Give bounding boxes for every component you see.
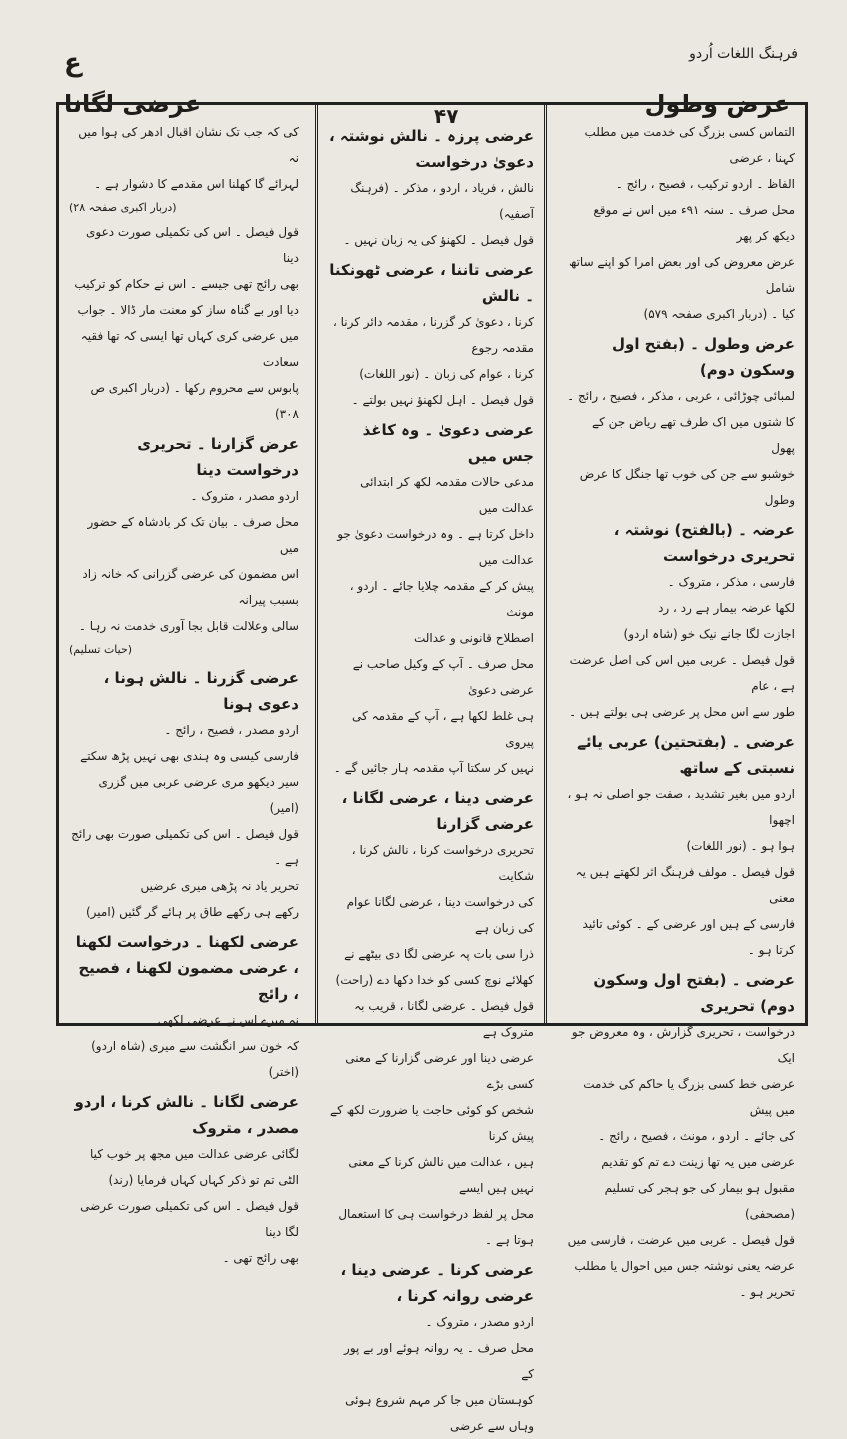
text-line: الفاظ ۔ اردو ترکیب ، فصیح ، رائج ۔	[615, 177, 795, 191]
page-number: ۴۷	[434, 104, 459, 128]
citation-line: (حیات تسلیم)	[69, 643, 133, 656]
text-line: کی درخواست دینا ، عرضی لگانا عوام کی زبان ہے	[346, 895, 534, 935]
entry-headword-line: عرضی گزرنا ۔ نالش ہونا ، دعوی ہونا	[103, 669, 299, 713]
text-line: عرضی خط کسی بزرگ یا حاکم کی خدمت میں پیش	[583, 1077, 795, 1117]
entry-headword-line: عرضی ۔ (بفتح اول وسکون دوم) تحریری	[593, 971, 795, 1015]
text-line: عرضہ یعنی نوشتہ جس میں احوال یا مطلب	[574, 1259, 795, 1273]
text-line: پابوس سے محروم رکھا ۔ (دربار اکبری ص ۳۰۸)	[90, 381, 299, 421]
text-line: قول فیصل ۔ لکھنؤ کی یہ زبان نہیں ۔	[343, 233, 534, 247]
text-line: طور سے اس محل پر عرضی ہی بولتے ہیں ۔	[569, 705, 795, 719]
entry-headword-line: عرض وطول ۔ (بفتح اول وسکون دوم)	[611, 335, 795, 379]
text-line: پیش کر کے مقدمہ چلایا جائے ۔ اردو ، مونث	[349, 579, 534, 619]
text-line: التماس کسی بزرگ کی خدمت میں مطلب کہنا ، عرضی	[584, 125, 795, 165]
text-line: اردو مصدر ، فصیح ، رائج ۔	[164, 723, 299, 737]
text-line: قول فیصل ۔ مولف فرہنگ اثر لکھتے ہیں یہ معنی	[575, 865, 795, 905]
text-line: عرضی میں یہ تھا زینت دے تم کو تقدیم	[601, 1155, 795, 1169]
entry-headword-line: عرضی دینا ، عرضی لگانا ، عرضی گزارنا	[341, 789, 534, 833]
text-line: قول فیصل ۔ اس کی تکمیلی صورت عرضی لگا دینا	[80, 1199, 299, 1239]
entry-headword-line: عرضی لگانا ۔ نالش کرنا ، اردو مصدر ، متروک	[74, 1093, 299, 1137]
entry-headword-line: عرضی دعویٰ ۔ وہ کاغذ جس میں	[362, 421, 534, 465]
entry-headword-line: عرضی پرزہ ۔ نالش نوشتہ ، دعویٰ درخواست	[328, 127, 534, 171]
text-line: رکھے ہی رکھے طاق پر ہائے گر گئیں (امیر)	[85, 905, 299, 919]
text-line: لگائی عرضی عدالت میں مجھ پر خوب کیا	[90, 1147, 299, 1161]
text-line: قول فیصل ۔ عربی میں عرضت ، فارسی میں	[567, 1233, 795, 1247]
text-line: تحریری درخواست کرنا ، نالش کرنا ، شکایت	[351, 843, 534, 883]
text-line: ہوا ہو ۔ (نور اللغات)	[686, 839, 795, 853]
column-middle	[315, 105, 547, 1433]
text-line: قول فیصل ۔ اہل لکھنؤ نہیں بولتے ۔	[351, 393, 534, 407]
text-line: اردو میں بغیر تشدید ، صفت جو اصلی نہ ہو ، اچھوا	[567, 787, 795, 827]
text-line: اجازت لگا جانے نیک خو (شاہ اردو)	[623, 627, 795, 641]
text-line: کرنا ، دعویٰ کر گزرنا ، مقدمہ دائر کرنا ، مقدمہ رجوع	[332, 315, 534, 355]
entry-headword-line: عرضی کرنا ۔ عرضی دینا ، عرضی روانہ کرنا ،	[340, 1261, 534, 1305]
text-line: اصطلاح قانونی و عدالت	[413, 631, 534, 645]
text-line: داخل کرتا ہے ۔ وہ درخواست دعویٰ جو عدالت میں	[337, 527, 534, 567]
citation-line: (دربار اکبری صفحہ ۲۸)	[69, 201, 177, 214]
text-line: قول فیصل ۔ عربی میں اس کی اصل عرضت ہے ، عام	[569, 653, 795, 693]
right-running-head: عرض وطول	[644, 90, 790, 118]
text-line: ہیں ، عدالت میں نالش کرنا کے معنی نہیں ہیں ایسے	[348, 1155, 534, 1195]
text-line: الٹی تم تو ذکر کہاں کہاں فرمایا (رند)	[108, 1173, 299, 1187]
text-line: کھلائے نوچ کسی کو خدا دکھا دے (راحت)	[335, 973, 534, 987]
text-line: شخص کو کوئی حاجت یا ضرورت لکھ کے پیش کرنا	[330, 1103, 534, 1143]
text-line: فارسی کے ہیں اور عرضی کے ۔ کوئی تائید کرتا ہو ۔	[582, 917, 795, 957]
text-line: لہرائے گا کھلنا اس مقدمے کا دشوار ہے ۔	[94, 177, 299, 191]
text-line: قول فیصل ۔ عرضی لگانا ، قریب بہ متروک ہے	[354, 999, 534, 1039]
left-running-head: عرضی لگانا	[64, 90, 202, 118]
entry-headword-line: عرضی ۔ (بفتحتین) عربی یائے نسبتی کے ساتھ	[577, 733, 795, 777]
text-line: کی جائے ۔ اردو ، مونث ، فصیح ، رائج ۔	[598, 1129, 795, 1143]
text-line: ہی غلط لکھا ہے ، آپ کے مقدمہ کی پیروی	[352, 709, 534, 749]
column-left	[59, 105, 309, 1265]
text-line: نہیں کر سکتا آپ مقدمہ ہار جائیں گے ۔	[333, 761, 534, 775]
page-header	[50, 28, 820, 128]
column-right	[557, 105, 805, 1299]
page-letter: ع	[64, 48, 82, 78]
text-line: نالش ، فریاد ، اردو ، مذکر ۔ (فرہنگ آصفیہ)	[350, 181, 534, 221]
entry-headword-line: عرضی تاننا ، عرضی ٹھونکنا ۔ نالش	[329, 261, 534, 305]
text-line: عرضی دینا اور عرضی گزارنا کے معنی کسی بڑے	[345, 1051, 534, 1091]
text-line: مدعی حالات مقدمہ لکھ کر ابتدائی عدالت میں	[360, 475, 534, 515]
text-line: محل صرف ۔ سنہ ۹۱ء میں اس نے موقع دیکھ کر پھر	[593, 203, 795, 243]
text-frame	[56, 102, 808, 1433]
text-line: تحریر ہو ۔	[739, 1285, 795, 1299]
text-line: لمبائی چوڑائی ، عربی ، مذکر ، فصیح ، رائج ۔	[567, 389, 795, 403]
text-line: سیر دیکھو مری عرضی عربی میں گزری (امیر)	[98, 775, 299, 815]
text-line: عرض معروض کی اور بعض امرا کو اپنے ساتھ شامل	[568, 255, 795, 295]
text-line: اردو مصدر ، متروک ۔	[190, 489, 299, 503]
text-line: درخواست ، تحریری گزارش ، وہ معروض جو ایک	[571, 1025, 795, 1065]
text-line: کرنا ، عوام کی زبان ۔ (نور اللغات)	[359, 367, 534, 381]
text-line: محل صرف ۔ آپ کے وکیل صاحب نے عرضی دعویٰ	[352, 657, 534, 697]
text-line: کا شتوں میں اک طرف تھے ریاض جن کے پھول	[592, 415, 795, 455]
entry-headword-line: عرضی لکھنا ۔ درخواست لکھنا ، عرضی مضمون لکھنا ، فصیح ، رائج	[75, 933, 299, 1003]
text-line: سالی وعلالت قابل بجا آوری خدمت نہ رہا ۔	[78, 619, 299, 633]
text-line: محل پر لفظ درخواست ہی کا استعمال ہوتا ہے ۔	[338, 1207, 534, 1247]
text-line: نہ میرے اس نے عرضی لکھی	[157, 1013, 299, 1027]
series-title: فرہنگ اللغات اُردو	[689, 46, 798, 62]
text-line: محل صرف ۔ یہ روانہ ہوئے اور بے پور کے	[344, 1341, 534, 1381]
text-line: کہ خون سر انگشت سے میری (شاہ اردو) (اختر)	[91, 1039, 299, 1079]
text-line: بھی رائج تھی جیسے ۔ اس نے حکام کو ترکیب	[74, 277, 299, 291]
text-line: فارسی ، مذکر ، متروک ۔	[667, 575, 795, 589]
text-line: قول فیصل ۔ اس کی تکمیلی صورت بھی رائج ہے ۔	[71, 827, 299, 867]
text-line: ذرا سی بات پہ عرضی لگا دی بیٹھے نے	[344, 947, 534, 961]
text-line: تحریر یاد نہ پڑھی میری عرضیں	[140, 879, 299, 893]
text-line: کوہستان میں جا کر مہم شروع ہوئی وہاں سے عرضی	[345, 1393, 534, 1433]
text-line: کی کہ جب تک نشان اقبال ادھر کی ہوا میں نہ	[78, 125, 299, 165]
text-line: میں عرضی کری کہاں تھا ایسی کہ تھا فقیہ سعادت	[80, 329, 299, 369]
text-line: دیا اور بے گناہ ساز کو معنت مار ڈالا ۔ جواب	[77, 303, 299, 317]
text-line: لکھا عرضہ بیمار ہے رد ، رد	[658, 601, 795, 615]
text-line: محل صرف ۔ بیان تک کر بادشاہ کے حضور میں	[87, 515, 299, 555]
entry-headword-line: عرضہ ۔ (بالفتح) نوشتہ ، تحریری درخواست	[613, 521, 795, 565]
text-line: اردو مصدر ، متروک ۔	[425, 1315, 534, 1329]
text-line: بھی رائج تھی ۔	[222, 1251, 299, 1265]
text-line: خوشبو سے جن کی خوب تھا جنگل کا عرض وطول	[579, 467, 795, 507]
text-line: کیا ۔ (دربار اکبری صفحہ ۵۷۹)	[643, 307, 795, 321]
text-line: فارسی کیسی وہ ہندی بھی نہیں پڑھ سکتے	[80, 749, 299, 763]
text-line: مقبول ہو بیمار کی جو ہجر کی تسلیم (مصحفی)	[604, 1181, 795, 1221]
text-line: اس مضمون کی عرضی گزرانی کہ خانہ زاد بسبب پیرانہ	[82, 567, 299, 607]
text-line: قول فیصل ۔ اس کی تکمیلی صورت دعوی دینا	[85, 225, 299, 265]
entry-headword-line: عرض گزارنا ۔ تحریری درخواست دینا	[137, 435, 299, 479]
